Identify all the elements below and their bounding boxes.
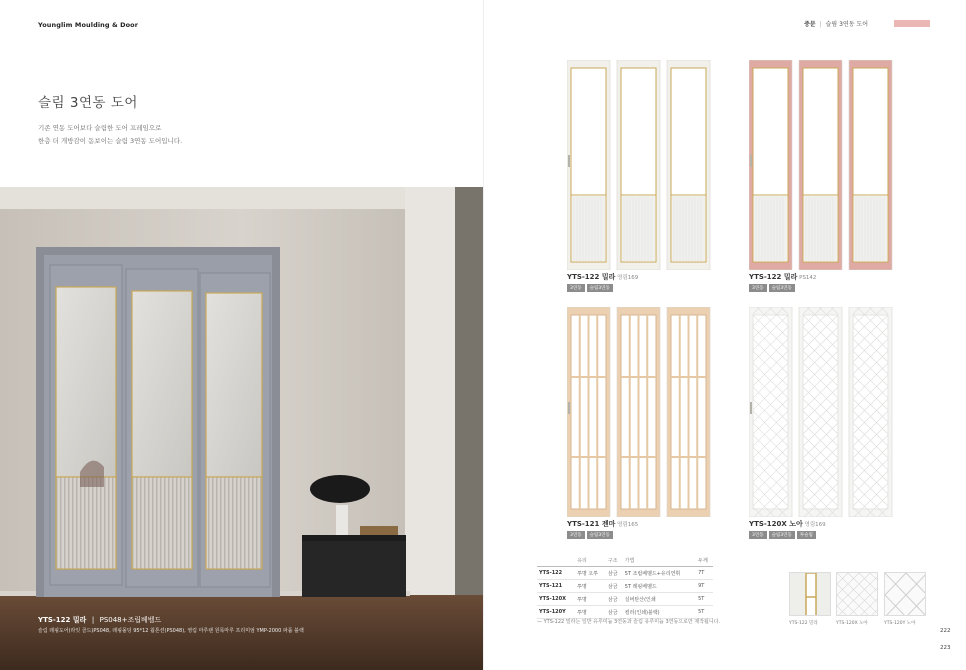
table-row <box>537 606 713 619</box>
product-model: 영림169 <box>802 522 826 528</box>
swatch-yts-120x <box>836 572 878 616</box>
table-cell: 투명 <box>575 580 606 593</box>
header-category: 중문 <box>804 21 816 28</box>
table-row <box>537 593 713 606</box>
spec-table-header <box>537 555 713 567</box>
product-model: 영림169 <box>615 275 639 281</box>
product-code: YTS-120X 노아 <box>749 520 803 528</box>
table-cell: YTS-120Y <box>537 606 575 619</box>
spec-table <box>537 555 713 619</box>
product-tag: 슬림3연동 <box>587 284 613 292</box>
table-cell: 삼금 <box>606 580 623 593</box>
table-cell: 삼금 <box>606 567 623 580</box>
brand-name: Younglim Moulding & Door <box>38 21 139 29</box>
interior-scene <box>0 187 483 670</box>
table-cell: 컬러(인쇄)블랙) <box>623 606 696 619</box>
photo-caption-desc: 슬림 래핑도어(라잇 골드)PS048, 래핑몰딩 95*12 웜톤션(PS048), 영림 마루랜 원목마루 프리미엄 YMP-2000 파퓸 블랙 <box>38 628 304 634</box>
table-cell: 5T <box>696 593 713 606</box>
product-tags <box>567 284 613 292</box>
product-caption <box>567 519 638 529</box>
product-tag: 투슬림 <box>797 531 816 539</box>
swatch-yts-122 <box>789 572 831 616</box>
table-cell: YTS-121 <box>537 580 575 593</box>
product-door-illustration <box>749 307 895 521</box>
table-cell: 5T 레핑베벨드 <box>623 580 696 593</box>
spec-header-cell: 두께 <box>696 555 713 567</box>
photo-caption <box>38 615 161 625</box>
photo-caption-separator: | <box>91 616 95 624</box>
product-model: 영림165 <box>615 522 639 528</box>
swatch-yts-120y <box>884 572 926 616</box>
page-number-right: 223 <box>940 645 951 651</box>
table-cell: 5T 조립베벨드+유리연휘 <box>623 567 696 580</box>
product-tag: 3연동 <box>749 284 767 292</box>
table-cell: 삼금 <box>606 606 623 619</box>
page-title: 슬림 3연동 도어 <box>38 95 138 111</box>
photo-caption-sub: PS048+조립베벨드 <box>99 616 162 624</box>
table-cell: 투명 오투 <box>575 567 606 580</box>
swatch-label: YTS-120Y 노아 <box>884 621 916 626</box>
table-cell: 삼금 <box>606 593 623 606</box>
product-code: YTS-122 밀라 <box>749 273 798 281</box>
footnote: — YTS-122 밀라는 일반 유루미늄 3연동과 슬림 유루미늄 3연동으로만 제작됩니다. <box>537 619 721 625</box>
product-tags <box>567 531 613 539</box>
page-description <box>38 122 182 148</box>
product-tags <box>749 284 795 292</box>
door-panels <box>50 265 270 587</box>
table-cell: 실버탄산(인쇄 <box>623 593 696 606</box>
product-tag: 슬림3연동 <box>769 284 795 292</box>
product-tag: 3연동 <box>567 531 585 539</box>
product-door-illustration <box>567 60 713 274</box>
product-code: YTS-122 밀라 <box>567 273 616 281</box>
interior-photo <box>0 187 483 670</box>
product-door-illustration <box>567 307 713 521</box>
table-cell: 5T <box>696 606 713 619</box>
product-caption <box>567 272 638 282</box>
spec-header-cell: 가법 <box>623 555 696 567</box>
header-separator: | <box>819 21 822 28</box>
table-cell: YTS-120X <box>537 593 575 606</box>
spec-header-cell <box>537 555 575 567</box>
swatch-label: YTS-122 밀라 <box>789 621 818 626</box>
product-tags <box>749 531 816 539</box>
section-header <box>804 19 868 28</box>
header-title: 슬림 3연동 도어 <box>825 21 868 28</box>
product-tag: 슬림3연동 <box>587 531 613 539</box>
product-tag: 슬림3연동 <box>769 531 795 539</box>
header-accent-bar <box>894 20 930 27</box>
table-row <box>537 580 713 593</box>
product-code: YTS-121 젠마 <box>567 520 616 528</box>
product-tag: 3연동 <box>567 284 585 292</box>
spec-header-cell: 구조 <box>606 555 623 567</box>
spec-header-cell: 유리 <box>575 555 606 567</box>
photo-caption-code: YTS-122 밀라 <box>38 616 87 624</box>
product-model: PS142 <box>797 275 817 281</box>
table-cell: 투명 <box>575 593 606 606</box>
table-cell: YTS-122 <box>537 567 575 580</box>
desc-line-1: 기존 연동 도어보다 슬림한 도어 프레임으로 <box>38 124 162 132</box>
product-tag: 3연동 <box>749 531 767 539</box>
swatch-label: YTS-120X 노아 <box>836 621 868 626</box>
desc-line-2: 한층 더 개방감이 돋보이는 슬림 3연동 도어입니다. <box>38 137 183 145</box>
table-cell: 투명 <box>575 606 606 619</box>
product-door-illustration <box>749 60 895 274</box>
product-caption <box>749 272 816 282</box>
product-caption <box>749 519 826 529</box>
table-row <box>537 567 713 580</box>
table-cell: 7T <box>696 567 713 580</box>
page-number-left: 222 <box>940 628 951 634</box>
table-cell: 9T <box>696 580 713 593</box>
